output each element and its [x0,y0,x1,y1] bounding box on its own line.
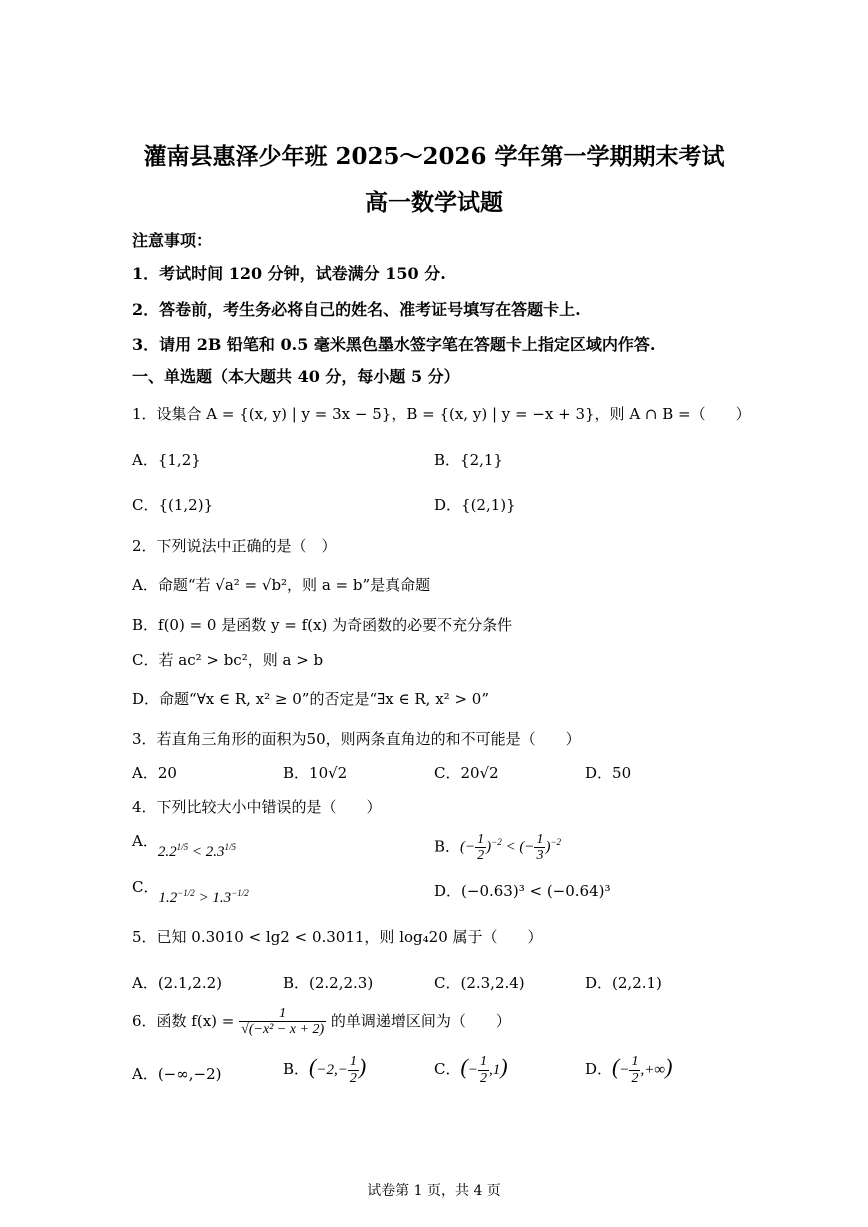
question-1-stem: 1．设集合 A = {(x, y) | y = 3x − 5}，B = {(x, y) | y = −x + 3}，则 A ∩ B =（ ） [132,405,751,423]
question-1-option-b: B．{2,1} [434,451,503,469]
question-5-option-b: B．(2.2,2.3) [283,974,374,992]
question-6-option-c: C．(− $\frac{1}{2}$ ,1) [434,1054,508,1086]
exam-subtitle: 高一数学试题 [365,189,503,216]
fraction-denominator: √(−x² − x + 2) [241,1022,325,1038]
question-1-option-c: C．{(1,2)} [132,496,214,514]
question-5-stem: 5．已知 0.3010 < lg2 < 0.3011，则 log₄20 属于（ ） [132,928,543,946]
question-5-option-a: A．(2.1,2.2) [132,974,223,992]
question-5-option-d: D．(2,2.1) [585,974,662,992]
note-item: 3．请用 2B 铅笔和 0.5 毫米黑色墨水签字笔在答题卡上指定区域内作答. [132,335,656,354]
question-2-option-c: C．若 ac² > bc²，则 a > b [132,651,324,669]
question-4-stem: 4．下列比较大小中错误的是（ ） [132,798,382,816]
option-letter: D． [585,1060,613,1078]
option-letter: C． [434,1060,461,1078]
question-1-option-a: A．{1,2} [132,451,201,469]
page-footer: 试卷第 1 页，共 4 页 [367,1183,501,1199]
question-4-option-b: B．(− $\frac{1}{2}$ )$^{-2}$ < (− $\frac{1}{3}$ )$^{-2}$ [434,832,562,864]
question-6-stem [132,1006,511,1038]
fraction-numerator: 1 [239,1006,326,1022]
question-3-stem: 3．若直角三角形的面积为50，则两条直角边的和不可能是（ ） [132,730,581,748]
question-6-option-a: A．(−∞,−2) [132,1065,222,1083]
question-6-option-b: B．(−2,− $\frac{1}{2}$ ) [283,1054,367,1086]
question-2-option-d: D．命题“∀x ∈ R, x² ≥ 0”的否定是“∃x ∈ R, x² > 0” [132,690,489,708]
notes-heading: 注意事项： [132,231,213,250]
question-5-option-c: C．(2.3,2.4) [434,974,525,992]
option-letter: B． [434,837,461,856]
question-3-option-a: A．20 [132,764,177,782]
question-3-option-c: C．20√2 [434,764,499,782]
section-title: 一、单选题（本大题共 40 分，每小题 5 分） [132,367,460,386]
question-2-option-a: A．命题“若 √a² = √b²，则 a = b”是真命题 [132,576,431,594]
question-3-option-b: B．10√2 [283,764,348,782]
option-letter: A． [132,832,158,850]
question-4-option-c: C．$1.2^{-1/2} > 1.3^{-1/2}$ [132,878,249,906]
question-3-option-d: D．50 [585,764,632,782]
question-6-option-d: D．(− $\frac{1}{2}$ ,+∞) [585,1054,673,1086]
question-4-option-a: A．$2.2^{1/5} < 2.3^{1/5}$ [132,832,236,860]
question-6-fraction [239,1006,326,1038]
question-2-stem: 2．下列说法中正确的是（ ） [132,537,337,555]
option-letter: B． [283,1060,310,1078]
question-6-suffix: 的单调递增区间为（ ） [330,1011,511,1030]
question-4-option-d: D．(−0.63)³ < (−0.64)³ [434,882,611,900]
exam-title: 灌南县惠泽少年班 2025～2026 学年第一学期期末考试 [143,143,725,170]
question-1-option-d: D．{(2,1)} [434,496,516,514]
note-item: 1．考试时间 120 分钟，试卷满分 150 分. [132,264,446,283]
question-6-prefix: 6．函数 f(x) = [132,1011,235,1030]
option-letter: C． [132,878,159,896]
question-2-option-b: B．f(0) = 0 是函数 y = f(x) 为奇函数的必要不充分条件 [132,616,513,634]
note-item: 2．答卷前，考生务必将自己的姓名、准考证号填写在答题卡上. [132,300,581,319]
